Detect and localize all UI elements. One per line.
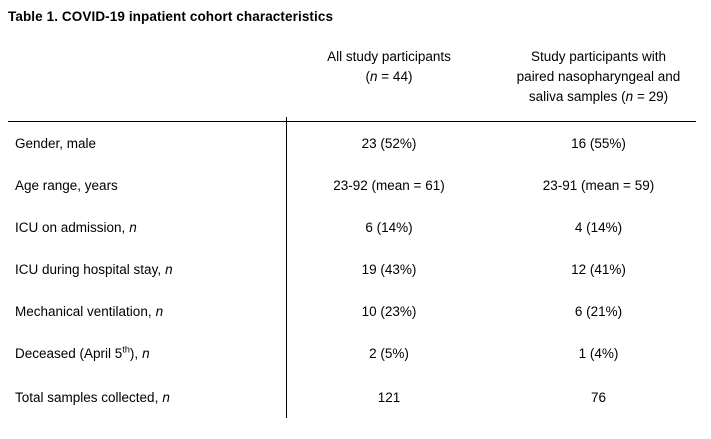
row-label: Gender, male — [15, 135, 97, 151]
table-header-row — [0, 47, 711, 107]
table-row-gender — [0, 122, 711, 164]
row-label: Mechanical ventilation, n — [15, 303, 164, 319]
value-paired-samples: 76 — [590, 390, 607, 405]
row-label: Total samples collected, n — [15, 390, 170, 405]
column-header-paired-samples — [492, 47, 705, 107]
italic-n: n — [155, 303, 164, 319]
column-header-all-participants — [286, 47, 492, 87]
italic-n: n — [129, 219, 137, 235]
row-label: Deceased (April 5th), n — [15, 344, 150, 361]
row-label: ICU during hospital stay, n — [15, 261, 173, 277]
value-paired-samples: 16 (55%) — [571, 135, 626, 151]
row-label: Age range, years — [15, 177, 118, 193]
value-all-participants: 6 (14%) — [365, 219, 413, 235]
italic-n: n — [370, 69, 378, 84]
value-paired-samples: 23-91 (mean = 59) — [542, 177, 655, 193]
header-line: Study participants with — [530, 49, 667, 64]
value-paired-samples: 4 (14%) — [574, 219, 623, 235]
header-line: paired nasopharyngeal and — [516, 69, 681, 84]
row-label: ICU on admission, n — [15, 219, 137, 235]
table-body — [0, 122, 711, 421]
table-row-age-range — [0, 164, 711, 206]
header-line: (n = 44) — [365, 69, 413, 84]
value-paired-samples: 6 (21%) — [574, 303, 623, 319]
table-row-icu-stay — [0, 248, 711, 290]
italic-n: n — [162, 390, 170, 405]
value-all-participants: 121 — [377, 390, 401, 405]
italic-n: n — [625, 89, 634, 104]
italic-n: n — [142, 345, 150, 361]
value-all-participants: 19 (43%) — [361, 261, 417, 277]
table-row-total-samples — [0, 374, 711, 421]
value-paired-samples: 12 (41%) — [571, 261, 626, 277]
header-line: saliva samples (n = 29) — [528, 89, 669, 104]
header-line: All study participants — [327, 49, 451, 64]
value-all-participants: 2 (5%) — [369, 345, 409, 361]
table-title: Table 1. COVID-19 inpatient cohort characteristics — [8, 9, 334, 24]
value-all-participants: 23 (52%) — [361, 135, 417, 151]
italic-n: n — [165, 261, 173, 277]
table-row-mechanical-ventilation — [0, 290, 711, 332]
superscript-th: th — [122, 344, 130, 354]
value-all-participants: 23-92 (mean = 61) — [333, 177, 445, 193]
table-row-icu-admission — [0, 206, 711, 248]
value-all-participants: 10 (23%) — [361, 303, 417, 319]
table-row-deceased — [0, 332, 711, 374]
value-paired-samples: 1 (4%) — [578, 345, 619, 361]
